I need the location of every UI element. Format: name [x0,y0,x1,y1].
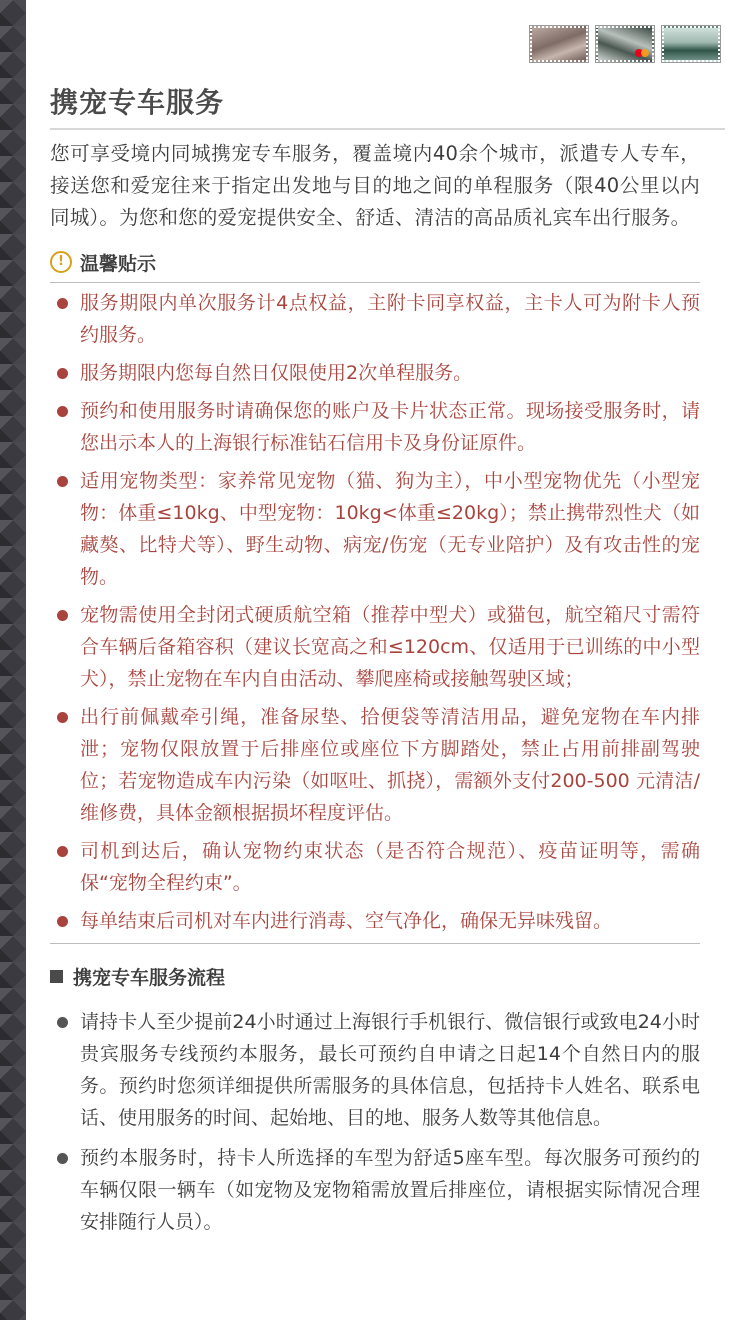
tip-item [50,835,700,899]
process-text: 预约本服务时，持卡人所选择的车型为舒适5座车型。每次服务可预约的车辆仅限一辆车（如宠物及宠物箱需放置后排座位，请根据实际情况合理安排随行人员）。 [80,1147,700,1233]
tips-list [50,287,700,937]
process-text: 请持卡人至少提前24小时通过上海银行手机银行、微信银行或致电24小时贵宾服务专线预约本服务，最长可预约自申请之日起14个自然日内的服务。预约时您须详细提供所需服务的具体信息，包括持卡人姓名、联系电话、使用服务的时间、起始地、目的地、服务人数等其他信息。 [80,1011,700,1129]
process-title: 携宠专车服务流程 [73,966,226,989]
bullet-icon [57,1153,68,1164]
intro-paragraph: 您可享受境内同城携宠专车服务，覆盖境内40余个城市，派遣专人专车，接送您和爱宠往来于指定出发地与目的地之间的单程服务（限40公里以内同城）。为您和您的爱宠提供安全、舒适、清洁的高品质礼宾车出行服务。 [50,142,700,229]
card-images [530,26,720,62]
tip-item [50,599,700,695]
tip-item [50,465,700,593]
tip-item [50,905,700,937]
process-list [50,1006,700,1238]
mastercard-logo-icon [635,49,649,57]
tips-bottom-divider [50,943,700,944]
process-item [50,1142,700,1238]
bullet-icon [57,846,68,857]
tips-top-divider [50,282,700,283]
bullet-icon [57,712,68,723]
page-title: 携宠专车服务 [50,86,225,119]
card-image-3 [662,26,720,62]
tip-item [50,357,700,389]
tip-item [50,395,700,459]
tip-text: 宠物需使用全封闭式硬质航空箱（推荐中型犬）或猫包，航空箱尺寸需符合车辆后备箱容积（建议长宽高之和≤120cm、仅适用于已训练的中小型犬），禁止宠物在车内自由活动、攀爬座椅或接触驾驶区域； [80,604,700,690]
exclamation-circle-icon: ! [50,251,72,273]
title-divider [50,128,725,130]
process-header [50,956,700,996]
tip-text: 出行前佩戴牵引绳，准备尿垫、拾便袋等清洁用品，避免宠物在车内排泄；宠物仅限放置于后排座位或座位下方脚踏处，禁止占用前排副驾驶位；若宠物造成车内污染（如呕吐、抓挠），需额外支付200-500 元清洁/维修费，具体金额根据损坏程度评估。 [80,706,700,824]
tips-header [50,242,700,282]
square-bullet-icon [50,970,63,983]
bullet-icon [57,368,68,379]
tip-item [50,287,700,351]
bullet-icon [57,406,68,417]
bullet-icon [57,610,68,621]
main-content [50,78,700,1246]
bullet-icon [57,298,68,309]
decorative-side-strip [0,0,26,1320]
bullet-icon [57,476,68,487]
tip-text: 司机到达后，确认宠物约束状态（是否符合规范）、疫苗证明等，需确保“宠物全程约束”。 [80,840,700,894]
bullet-icon [57,916,68,927]
bullet-icon [57,1017,68,1028]
tips-title: 温馨贴示 [80,252,157,275]
tip-text: 每单结束后司机对车内进行消毒、空气净化，确保无异味残留。 [80,910,613,932]
tip-text: 预约和使用服务时请确保您的账户及卡片状态正常。现场接受服务时，请您出示本人的上海银行标准钻石信用卡及身份证原件。 [80,400,700,454]
card-image-2 [596,26,654,62]
tip-text: 服务期限内您每自然日仅限使用2次单程服务。 [80,362,473,384]
card-image-1 [530,26,588,62]
tip-text: 服务期限内单次服务计4点权益，主附卡同享权益，主卡人可为附卡人预约服务。 [80,292,700,346]
process-item [50,1006,700,1134]
tip-text: 适用宠物类型：家养常见宠物（猫、狗为主），中小型宠物优先（小型宠物：体重≤10kg、中型宠物：10kg<体重≤20kg）；禁止携带烈性犬（如藏獒、比特犬等）、野生动物、病宠/伤宠（无专业陪护）及有攻击性的宠物。 [80,470,700,588]
tip-item [50,701,700,829]
